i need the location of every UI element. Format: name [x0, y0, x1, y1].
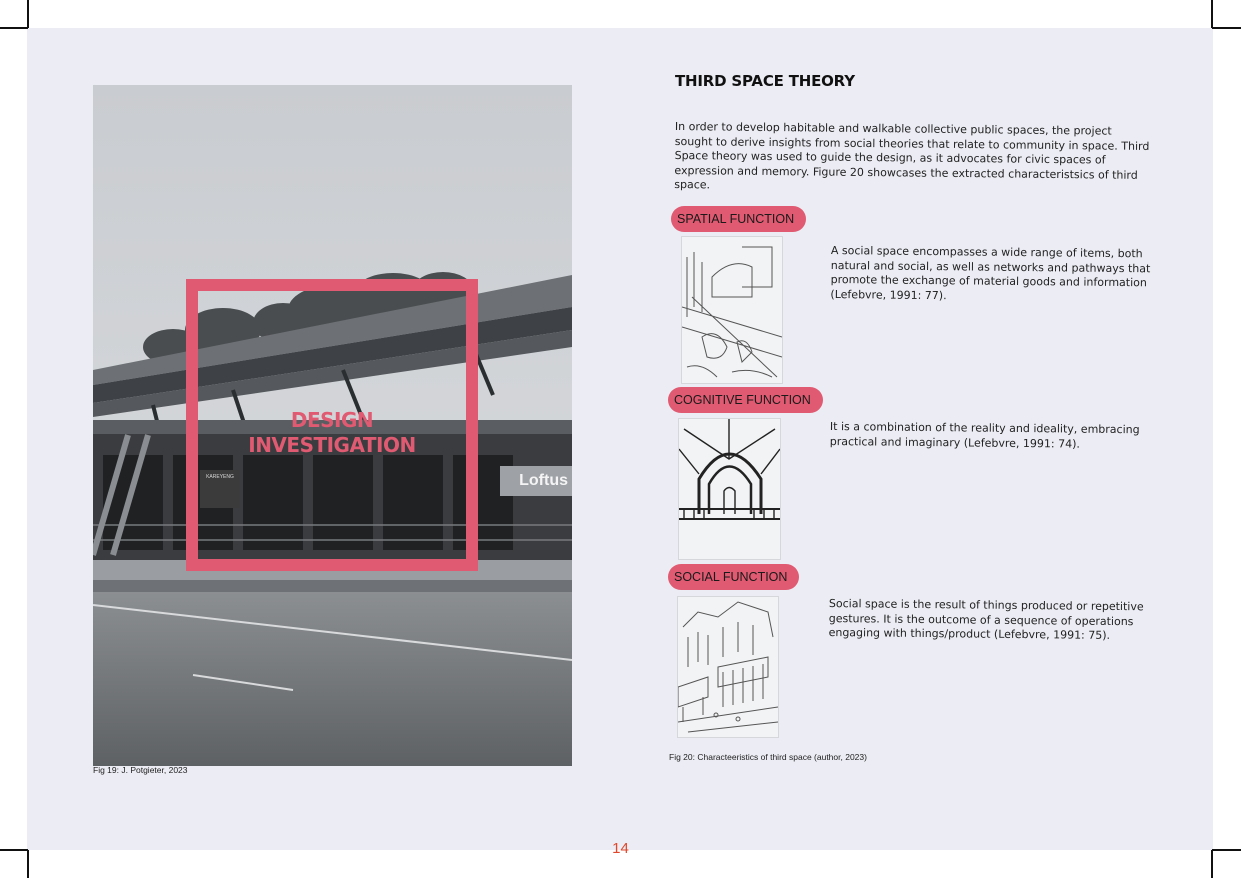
- sketch-caption: Fig 20: Characteeristics of third space (author, 2023): [669, 752, 867, 762]
- social-function-text: Social space is the result of things produced or repetitive gestures. It is the outcome of a sequence of operations engaging with things/product (Lefebvre, 1991: 75).: [828, 597, 1144, 642]
- title-line-1: DESIGN: [290, 408, 374, 432]
- crop-mark-top-right-h: [1212, 27, 1241, 29]
- arch-sketch-icon: [678, 418, 781, 560]
- street-sketch-icon: [681, 236, 783, 384]
- page-heading: THIRD SPACE THEORY: [675, 72, 855, 90]
- pavilion-sketch-icon: [677, 596, 779, 738]
- page-number: 14: [612, 840, 629, 857]
- social-function-label: SOCIAL FUNCTION: [668, 564, 799, 590]
- photo-caption: Fig 19: J. Potgieter, 2023: [93, 765, 188, 775]
- title-line-2: INVESTIGATION: [248, 433, 416, 457]
- intro-paragraph: In order to develop habitable and walkable collective public spaces, the project sought to derive insights from social theories that relate to community in space. Third Space theory was used to guide the design, as it advocates for civic spaces of expression and memory. Figure 20 showcases the extracted characteristsics of third space.: [674, 120, 1150, 192]
- station-sign-small: KAREYENG: [200, 470, 240, 508]
- crop-mark-top-left: [27, 0, 29, 28]
- section-title: [186, 408, 478, 458]
- cognitive-function-text: It is a combination of the reality and ideality, embracing practical and imaginary (Lefebvre, 1991: 74).: [829, 420, 1140, 451]
- crop-mark-top-right: [1211, 0, 1213, 28]
- spatial-function-label: SPATIAL FUNCTION: [671, 206, 806, 232]
- spatial-function-text: A social space encompasses a wide range of items, both natural and social, as well as networks and pathways that promote the exchange of material goods and information (Lefebvre, 1991: 77).: [830, 244, 1151, 302]
- cognitive-function-label: COGNITIVE FUNCTION: [668, 387, 823, 413]
- crop-mark-top-left-h: [0, 27, 28, 29]
- loftus-sign: Loftus: [500, 466, 572, 496]
